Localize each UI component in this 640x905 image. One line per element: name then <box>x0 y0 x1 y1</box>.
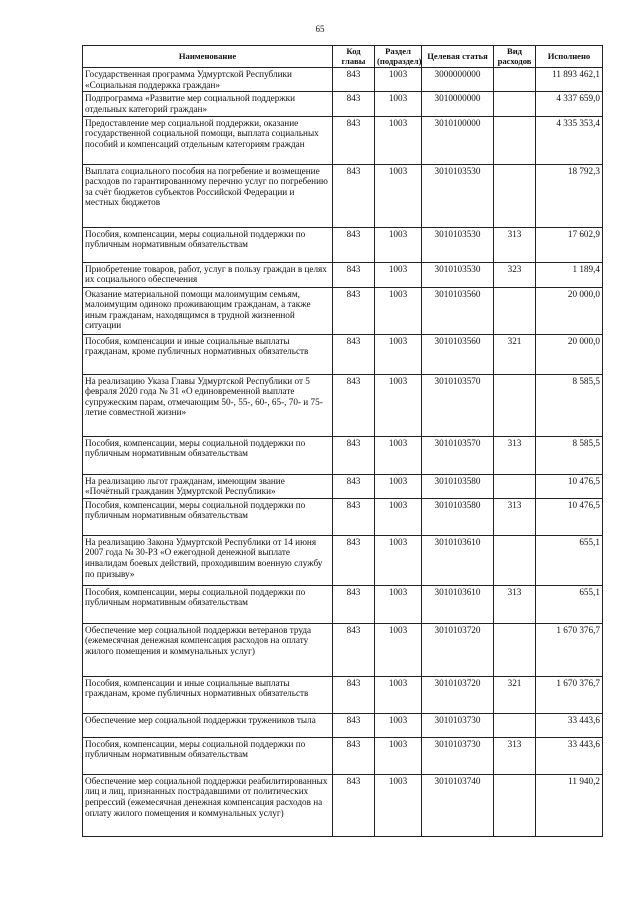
cell-executed: 4 335 353,4 <box>536 116 603 164</box>
cell-name: Пособия, компенсации и иные социальные выплаты гражданам, кроме публичных нормативных обязательств <box>83 676 333 713</box>
header-expense-type: Вид расходов <box>494 46 536 68</box>
cell-code: 843 <box>333 713 375 737</box>
cell-name: На реализацию Указа Главы Удмуртской Республики от 5 февраля 2020 года № 31 «О единовременной выплате супружеским парам, отмечающим 50-, 55-, 60-, 65-, 70- и 75-летие совместной жизни» <box>83 374 333 436</box>
cell-executed: 10 476,5 <box>536 474 603 498</box>
cell-article: 3010103580 <box>422 474 494 498</box>
cell-article: 3010103730 <box>422 713 494 737</box>
cell-expense-type <box>494 474 536 498</box>
cell-executed: 655,1 <box>536 535 603 585</box>
cell-article: 3010103560 <box>422 334 494 374</box>
cell-expense-type: 313 <box>494 227 536 262</box>
cell-executed: 655,1 <box>536 585 603 623</box>
table-row <box>83 676 603 713</box>
cell-expense-type: 313 <box>494 498 536 535</box>
cell-name: Пособия, компенсации, меры социальной поддержки по публичным нормативным обязательствам <box>83 498 333 535</box>
cell-section: 1003 <box>375 227 422 262</box>
table-row <box>83 287 603 334</box>
cell-expense-type: 321 <box>494 334 536 374</box>
cell-article: 3010103530 <box>422 164 494 227</box>
cell-code: 843 <box>333 164 375 227</box>
cell-expense-type: 321 <box>494 676 536 713</box>
cell-code: 843 <box>333 334 375 374</box>
cell-executed: 17 602,9 <box>536 227 603 262</box>
page-number: 65 <box>315 24 325 34</box>
cell-name: Подпрограмма «Развитие мер социальной поддержки отдельных категорий граждан» <box>83 92 333 116</box>
cell-expense-type <box>494 774 536 836</box>
cell-section: 1003 <box>375 713 422 737</box>
cell-code: 843 <box>333 374 375 436</box>
cell-article: 3010100000 <box>422 116 494 164</box>
cell-code: 843 <box>333 535 375 585</box>
cell-name: На реализацию льгот гражданам, имеющим звание «Почётный гражданин Удмуртской Республики» <box>83 474 333 498</box>
cell-code: 843 <box>333 68 375 92</box>
cell-expense-type <box>494 623 536 676</box>
table-row <box>83 436 603 474</box>
cell-name: Пособия, компенсации, меры социальной поддержки по публичным нормативным обязательствам <box>83 436 333 474</box>
cell-code: 843 <box>333 585 375 623</box>
cell-code: 843 <box>333 436 375 474</box>
cell-expense-type: 323 <box>494 262 536 287</box>
table-row <box>83 92 603 116</box>
table-row <box>83 713 603 737</box>
table-row <box>83 164 603 227</box>
cell-section: 1003 <box>375 116 422 164</box>
cell-executed: 20 000,0 <box>536 334 603 374</box>
cell-expense-type <box>494 374 536 436</box>
cell-executed: 1 189,4 <box>536 262 603 287</box>
cell-section: 1003 <box>375 262 422 287</box>
table-row <box>83 498 603 535</box>
cell-executed: 8 585,5 <box>536 436 603 474</box>
cell-name: Обеспечение мер социальной поддержки ветеранов труда (ежемесячная денежная компенсация расходов на оплату жилого помещения и коммунальных услуг) <box>83 623 333 676</box>
header-executed: Исполнено <box>536 46 603 68</box>
cell-section: 1003 <box>375 737 422 774</box>
cell-executed: 11 893 462,1 <box>536 68 603 92</box>
cell-expense-type <box>494 164 536 227</box>
budget-table <box>82 45 603 837</box>
cell-section: 1003 <box>375 92 422 116</box>
cell-code: 843 <box>333 623 375 676</box>
cell-article: 3010000000 <box>422 92 494 116</box>
table-row <box>83 68 603 92</box>
cell-section: 1003 <box>375 774 422 836</box>
cell-expense-type <box>494 713 536 737</box>
cell-name: Выплата социального пособия на погребение и возмещение расходов по гарантированному перечню услуг по погребению за счёт бюджетов субъектов Российской Федерации и местных бюджетов <box>83 164 333 227</box>
table-row <box>83 227 603 262</box>
cell-name: На реализацию Закона Удмуртской Республики от 14 июня 2007 года № 30-РЗ «О ежегодной денежной выплате инвалидам боевых действий, проходившим военную службу по призыву» <box>83 535 333 585</box>
cell-article: 3010103560 <box>422 287 494 334</box>
cell-article: 3010103570 <box>422 374 494 436</box>
cell-article: 3010103530 <box>422 227 494 262</box>
cell-executed: 33 443,6 <box>536 737 603 774</box>
table-row <box>83 623 603 676</box>
cell-name: Пособия, компенсации, меры социальной поддержки по публичным нормативным обязательствам <box>83 737 333 774</box>
cell-expense-type: 313 <box>494 737 536 774</box>
cell-article: 3010103730 <box>422 737 494 774</box>
cell-article: 3010103530 <box>422 262 494 287</box>
cell-article: 3010103570 <box>422 436 494 474</box>
cell-expense-type <box>494 287 536 334</box>
cell-executed: 18 792,3 <box>536 164 603 227</box>
cell-executed: 10 476,5 <box>536 498 603 535</box>
cell-code: 843 <box>333 227 375 262</box>
cell-expense-type: 313 <box>494 436 536 474</box>
header-section: Раздел (подраздел) <box>375 46 422 68</box>
cell-code: 843 <box>333 774 375 836</box>
cell-article: 3010103610 <box>422 585 494 623</box>
table-row <box>83 474 603 498</box>
cell-code: 843 <box>333 498 375 535</box>
cell-executed: 1 670 376,7 <box>536 676 603 713</box>
cell-section: 1003 <box>375 287 422 334</box>
cell-name: Приобретение товаров, работ, услуг в пользу граждан в целях их социального обеспечения <box>83 262 333 287</box>
cell-executed: 4 337 659,0 <box>536 92 603 116</box>
cell-executed: 20 000,0 <box>536 287 603 334</box>
cell-executed: 11 940,2 <box>536 774 603 836</box>
cell-section: 1003 <box>375 334 422 374</box>
cell-code: 843 <box>333 287 375 334</box>
table-row <box>83 334 603 374</box>
table-row <box>83 737 603 774</box>
cell-code: 843 <box>333 737 375 774</box>
header-name: Наименование <box>83 46 333 68</box>
cell-name: Обеспечение мер социальной поддержки реабилитированных лиц и лиц, признанных пострадавшими от политических репрессий (ежемесячная денежная компенсация расходов на оплату жилого помещения и коммунальных услуг) <box>83 774 333 836</box>
cell-article: 3010103580 <box>422 498 494 535</box>
cell-code: 843 <box>333 676 375 713</box>
cell-expense-type <box>494 68 536 92</box>
table-row <box>83 585 603 623</box>
cell-code: 843 <box>333 92 375 116</box>
table-row <box>83 535 603 585</box>
cell-article: 3010103720 <box>422 623 494 676</box>
cell-article: 3010103610 <box>422 535 494 585</box>
cell-article: 3010103740 <box>422 774 494 836</box>
header-article: Целевая статья <box>422 46 494 68</box>
cell-expense-type <box>494 92 536 116</box>
cell-expense-type <box>494 535 536 585</box>
table-header-row <box>83 46 603 68</box>
cell-expense-type <box>494 116 536 164</box>
cell-section: 1003 <box>375 623 422 676</box>
cell-name: Пособия, компенсации и иные социальные выплаты гражданам, кроме публичных нормативных обязательств <box>83 334 333 374</box>
cell-section: 1003 <box>375 374 422 436</box>
table-row <box>83 116 603 164</box>
cell-article: 3010103720 <box>422 676 494 713</box>
cell-section: 1003 <box>375 585 422 623</box>
cell-name: Пособия, компенсации, меры социальной поддержки по публичным нормативным обязательствам <box>83 227 333 262</box>
cell-section: 1003 <box>375 436 422 474</box>
cell-name: Предоставление мер социальной поддержки, оказание государственной социальной помощи, выплата социальных пособий и компенсаций отдельным категориям граждан <box>83 116 333 164</box>
cell-section: 1003 <box>375 676 422 713</box>
cell-section: 1003 <box>375 498 422 535</box>
cell-name: Пособия, компенсации, меры социальной поддержки по публичным нормативным обязательствам <box>83 585 333 623</box>
cell-executed: 8 585,5 <box>536 374 603 436</box>
cell-code: 843 <box>333 262 375 287</box>
cell-section: 1003 <box>375 535 422 585</box>
cell-name: Обеспечение мер социальной поддержки тружеников тыла <box>83 713 333 737</box>
cell-name: Государственная программа Удмуртской Республики «Социальная поддержка граждан» <box>83 68 333 92</box>
header-code: Код главы <box>333 46 375 68</box>
table-row <box>83 262 603 287</box>
cell-section: 1003 <box>375 474 422 498</box>
table-row <box>83 774 603 836</box>
cell-executed: 1 670 376,7 <box>536 623 603 676</box>
cell-name: Оказание материальной помощи малоимущим семьям, малоимущим одиноко проживающим гражданам, а также иным гражданам, находящимся в трудной жизненной ситуации <box>83 287 333 334</box>
cell-section: 1003 <box>375 68 422 92</box>
cell-expense-type: 313 <box>494 585 536 623</box>
table-row <box>83 374 603 436</box>
cell-section: 1003 <box>375 164 422 227</box>
cell-executed: 33 443,6 <box>536 713 603 737</box>
cell-code: 843 <box>333 116 375 164</box>
cell-code: 843 <box>333 474 375 498</box>
cell-article: 3000000000 <box>422 68 494 92</box>
